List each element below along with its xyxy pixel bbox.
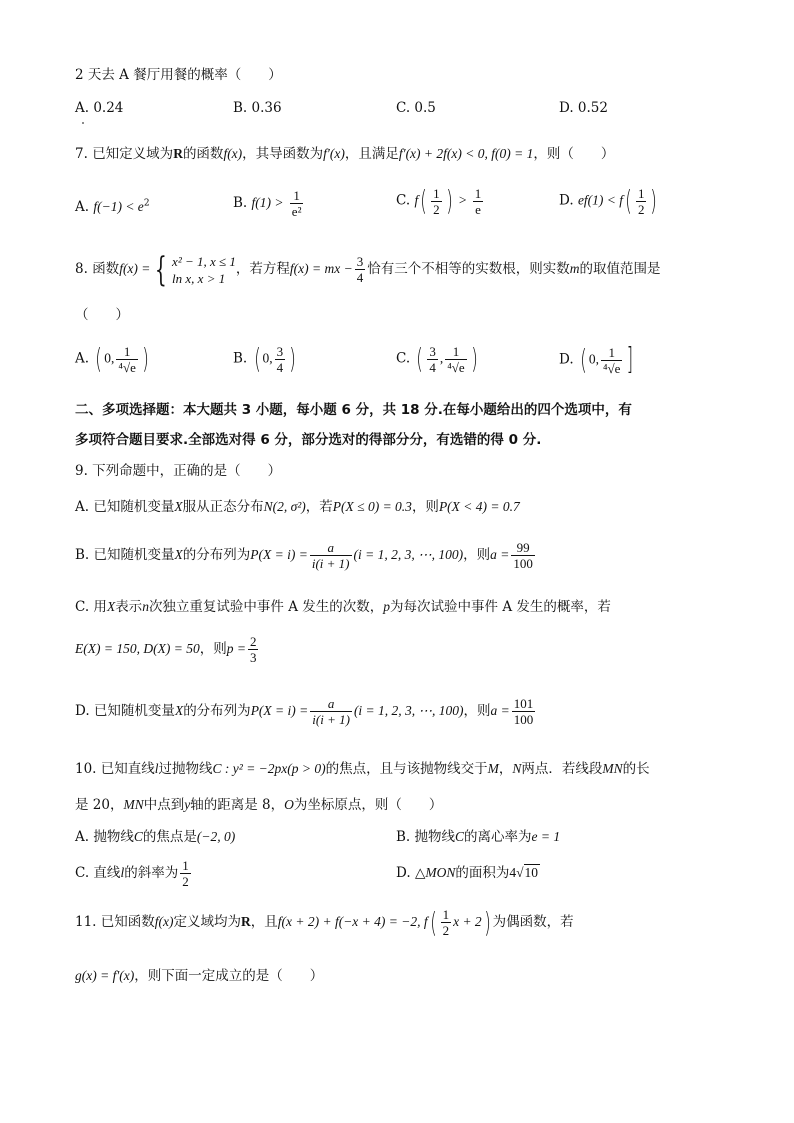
q10-y: y [184,797,191,812]
q11-text-3: ，且 [250,914,278,930]
q9-c-text-5: ，则 [199,641,227,657]
q10-text-5: 的长 [622,761,650,777]
q9-d-range: (i = 1, 2, 3, ⋯, 100) [353,703,464,718]
q8-option-a [75,342,151,376]
right-bracket-icon: ] [627,342,634,377]
q7-stem [75,145,614,163]
q7-condition: f′(x) + 2f(x) < 0, f(0) = 1 [398,146,534,161]
q10-c-l: l [120,865,125,880]
q9-option-d [75,696,537,727]
q9-c-fraction: $\frac{2}{3}$ [249,634,257,665]
q7-option-c-inner-fraction: $\frac{1}{2}$ [433,185,440,217]
q9-c-text-3: 次独立重复试验中事件 A 发生的次数， [148,599,384,615]
q9-c-text-4: 为每次试验中事件 A 发生的概率，若 [390,599,611,615]
q8-option-c-fraction-1: $\frac{3}{4}$ [429,343,436,375]
q9-a-normal: N(2, σ²) [263,499,306,514]
right-paren-icon: ) [445,184,453,217]
q10-text-2: 过抛物线 [158,761,213,777]
stray-dot [82,122,84,124]
q11-g: g(x) = f′(x) [75,968,135,983]
q10-mn: MN [602,761,623,776]
left-paren-icon: ( [420,184,427,217]
q8-text-4: 的取值范围是 [579,261,661,277]
q9-d-a-fraction: $\frac{101}{100}$ [513,696,534,727]
q9-a-text-1: A. 已知随机变量 [75,499,175,515]
q9-d-a: a = [490,703,510,718]
q10-c-fraction: $\frac{1}{2}$ [182,858,189,889]
q8-option-d-fraction: $\frac{1}{\text{⁴√e}}$ [603,344,621,376]
q9-option-c-line-2 [75,634,260,665]
q7-text-2: 的函数 [182,146,224,162]
q9-option-a [75,498,520,516]
q10-text-8: 轴的距离是 8， [190,797,285,813]
q10-a-text-2: 的焦点是 [142,829,197,845]
q8-paren: （ ） [75,307,129,323]
q8-option-a-left: 0, [104,350,115,366]
q10-d-text: 的面积为 [455,865,510,881]
q7-number: 7. [75,146,88,162]
q8-equation: f(x) = mx − [289,261,353,276]
q9-c-p: p [383,599,391,614]
q9-d-text-2: 的分布列为 [183,703,251,719]
sqrt-icon: √ [516,865,524,880]
right-paren-icon: ) [470,342,478,375]
q10-option-d [396,864,540,882]
q9-d-p: P(X = i) = [250,703,309,718]
q9-a-text-2: 服从正态分布 [182,499,264,515]
q10-text-1: 10. 已知直线 [75,761,155,777]
q7-option-d-fraction: $\frac{1}{2}$ [637,185,645,217]
q11-stem-line-2 [75,967,323,985]
q6-option-d: D. 0.52 [559,100,608,116]
left-brace-icon: { [155,249,168,290]
q8-number: 8. [75,261,88,277]
q7-option-d-expr: ef(1) < f [577,192,624,208]
q8-option-d-left: 0, [588,351,599,367]
q11-real-set: R [241,914,251,929]
q8-option-b-label: B. [233,350,248,367]
q9-d-text-1: D. 已知随机变量 [75,703,175,719]
q10-c-text-1: C. 直线 [75,865,121,881]
q10-text-4: 两点．若线段 [521,761,603,777]
q8-fraction: $\frac{3}{4}$ [356,254,364,285]
section-2-heading-line-2: 多项符合题目要求.全部选对得 6 分，部分选对的得部分分，有选错的得 0 分. [75,432,542,448]
q8-option-c-fraction-2: $\frac{1}{\text{⁴√e}}$ [447,343,465,375]
q7-fx: f(x) [223,146,243,161]
q9-c-p-value: p = [226,641,246,656]
q10-d-value: 4 [509,865,517,880]
q9-a-x: X [174,499,183,514]
q7-option-b-fraction: $\frac{1}{\text{e²}}$ [291,188,302,219]
q10-option-c [75,858,193,889]
q9-a-p1: P(X ≤ 0) = 0.3 [332,499,412,514]
q10-b-value: e = 1 [531,829,561,844]
q6-option-a: A. 0.24 [75,100,124,116]
q9-b-text-1: B. 已知随机变量 [75,547,175,563]
q8-option-b [233,342,298,376]
q7-option-c [396,184,485,218]
left-paren-icon: ( [95,342,103,375]
q7-option-d-label: D. [559,192,574,209]
left-paren-icon: ( [416,342,424,375]
q9-c-text-2: 表示 [115,599,143,615]
q6-option-b: B. 0.36 [233,100,282,116]
q9-b-x: X [174,547,183,562]
q9-b-range: (i = 1, 2, 3, ⋯, 100) [353,547,464,562]
q11-text-1: 11. 已知函数 [75,914,155,930]
q10-parabola: C : y² = −2px(p > 0) [212,761,326,776]
q7-option-b [233,188,305,219]
q8-text-3: 恰有三个不相等的实数根，则实数 [367,261,570,277]
q10-text-6: 是 20， [75,797,124,813]
q10-d-triangle: △MON [414,865,456,880]
q7-option-c-gt: > [458,192,467,208]
q8-m: m [569,261,580,276]
q10-c-text-2: 的斜率为 [124,865,179,881]
q9-c-n: n [142,599,149,614]
q8-option-a-label: A. [75,350,90,367]
q8-stem [75,248,660,290]
q8-option-d-label: D. [559,351,574,368]
q10-text-7: 中点到 [143,797,185,813]
q8-option-c: C. ( $\frac{3}{4}$ , $\frac{1}{\text{⁴√e}}$ ) [396,342,478,375]
q9-b-fraction: $\frac{a}{i(i + 1)}$ [311,540,350,571]
q9-stem: 9. 下列命题中，正确的是（ ） [75,463,282,479]
q10-option-a [75,828,235,846]
q11-stem-line-1 [75,904,574,940]
q6-option-c: C. 0.5 [396,100,436,116]
left-paren-icon: ( [429,905,437,939]
q6-tail-stem: 2 天去 A 餐厅用餐的概率（ ） [75,67,282,83]
q7-option-b-label: B. [233,195,248,211]
q8-piece-1: x² − 1, x ≤ 1 [172,253,236,269]
q7-option-c-fraction: $\frac{1}{e}$ [474,185,482,217]
q10-mn-2: MN [123,797,144,812]
q10-l: l [154,761,159,776]
q11-text-2: 定义域均为 [173,914,241,930]
q9-c-expectation: E(X) = 150, D(X) = 50 [75,641,200,656]
q10-stem-line-1 [75,760,650,778]
q9-c-text-1: C. 用 [75,599,107,615]
q10-b-text-1: B. 抛物线 [396,829,456,845]
right-paren-icon: ) [483,905,491,939]
left-paren-icon: ( [253,342,261,375]
q10-b-text-2: 的离心率为 [464,829,532,845]
q8-piecewise [172,253,236,287]
q9-a-p2: P(X < 4) = 0.7 [438,499,520,514]
q10-m: M [487,761,499,776]
q9-b-text-2: 的分布列为 [182,547,251,563]
q9-option-c-line-1 [75,598,611,616]
q10-text-3: 的焦点，且与该抛物线交于 [325,761,488,777]
q9-b-text-3: ，则 [463,547,491,563]
q10-comma: ， [498,761,513,777]
q9-a-text-3: ，若 [305,499,333,515]
q8-option-b-fraction: $\frac{3}{4}$ [276,343,284,375]
q8-text-1: 函数 [92,261,120,277]
q8-fx: f(x) = [119,261,151,276]
q9-b-p: P(X = i) = [250,547,308,562]
q7-text-4: ，且满足 [344,146,399,162]
q9-b-a: a = [490,547,510,562]
q11-text-5: ，则下面一定成立的是（ ） [134,968,324,984]
q9-d-x: X [174,703,184,718]
q9-d-fraction: $\frac{a}{i(i + 1)}$ [312,696,350,727]
q7-real-set: R [173,146,183,161]
q7-text-3: ，其导函数为 [242,146,324,162]
q10-a-value: (−2, 0) [196,829,236,844]
left-paren-icon: ( [580,343,587,376]
q8-option-b-left: 0, [262,350,273,366]
q8-piece-2: ln x, x > 1 [172,270,226,286]
q11-text-4: 为偶函数，若 [492,914,574,930]
q7-option-b-expr: f(1) > [251,195,284,210]
q11-fx: f(x) [154,914,174,929]
q11-inner-x: x + 2 [453,914,482,929]
q10-n: N [512,761,522,776]
q7-option-a-label: A. [75,199,90,215]
q7-option-a-expr: f(−1) < e [93,199,144,214]
q10-a-c: C [133,829,143,844]
q10-d-label: D. [396,865,411,881]
q8-option-d [559,342,636,378]
q7-option-c-label: C. [396,192,411,209]
q7-option-a-exp: 2 [143,198,150,209]
q8-option-c-label: C. [396,350,411,367]
left-paren-icon: ( [625,184,632,217]
q10-b-c: C [455,829,465,844]
q7-text-5: ，则（ ） [533,146,615,162]
q10-d-radicand: 10 [524,865,538,880]
q10-stem-line-2 [75,796,442,814]
q7-option-c-f: f [414,192,419,208]
q7-option-d [559,184,659,218]
q9-b-a-fraction: $\frac{99}{100}$ [513,540,533,571]
q11-equation: f(x + 2) + f(−x + 4) = −2, f [277,914,428,929]
right-paren-icon: ) [650,184,658,217]
right-paren-icon: ) [142,342,149,375]
q8-option-a-fraction: $\frac{1}{\text{⁴√e}}$ [118,343,136,375]
q9-a-text-4: ，则 [411,499,439,515]
q7-fprime: f′(x) [323,146,345,161]
q7-text-1: 已知定义域为 [92,146,174,162]
right-paren-icon: ) [289,342,296,375]
q8-text-2: ，若方程 [235,261,290,277]
q10-a-text-1: A. 抛物线 [75,829,134,845]
q10-o: O [284,797,294,812]
q11-fraction: $\frac{1}{2}$ [442,907,450,938]
q10-option-b [396,828,560,846]
q9-c-x: X [106,599,116,614]
q7-option-a [75,198,150,216]
q9-d-text-3: ，则 [463,703,491,719]
section-2-heading-line-1: 二、多项选择题：本大题共 3 小题，每小题 6 分，共 18 分.在每小题给出的四个选项中，有 [75,402,632,418]
q9-option-b [75,540,537,571]
q10-text-9: 为坐标原点，则（ ） [293,797,443,813]
